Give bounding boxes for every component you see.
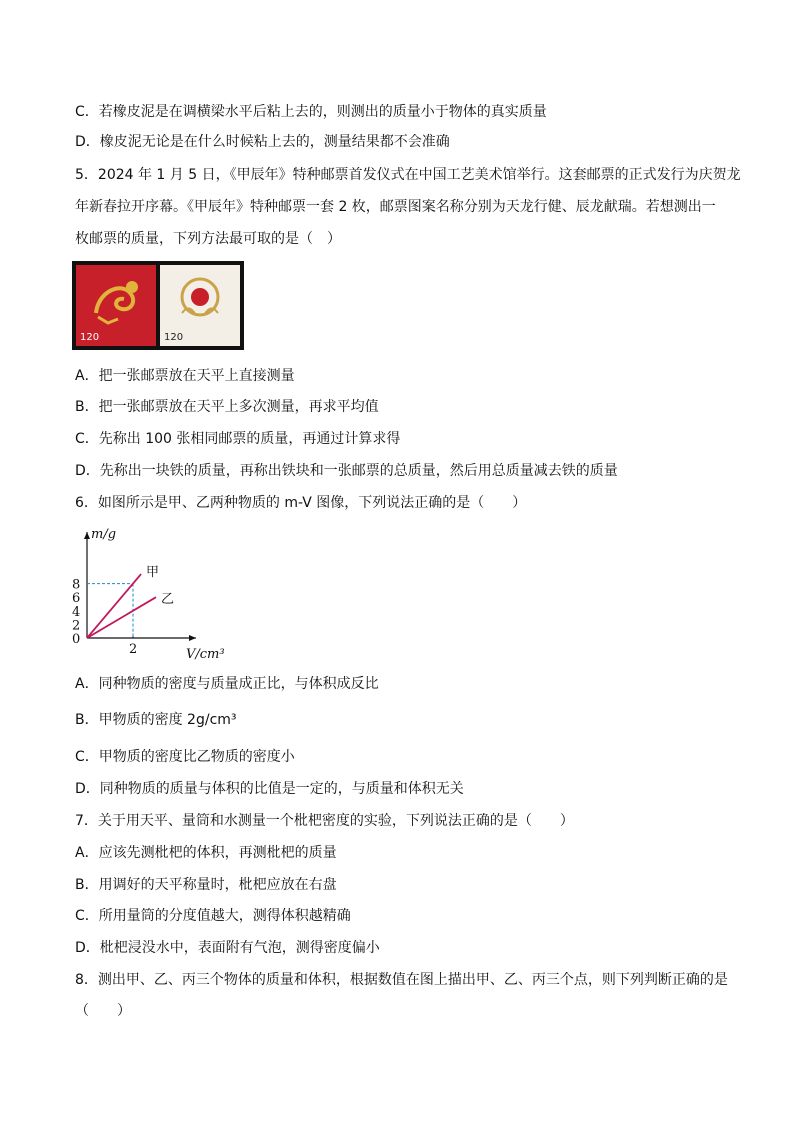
q5-option-b: B．把一张邮票放在天平上多次测量，再求平均值 <box>75 399 379 415</box>
q7-option-a: A．应该先测枇杷的体积，再测枇杷的质量 <box>75 845 337 861</box>
q5-option-a: A．把一张邮票放在天平上直接测量 <box>75 368 295 384</box>
y-tick-label: 2 <box>72 618 81 634</box>
series-line-yi <box>87 597 156 638</box>
stamp-left-value: 120 <box>80 332 100 343</box>
q4-option-d: D．橡皮泥无论是在什么时候粘上去的，测量结果都不会准确 <box>75 134 450 150</box>
q8-stem-line1: 8．测出甲、乙、丙三个物体的质量和体积，根据数值在图上描出甲、乙、丙三个点，则下列判断正确的是 <box>75 972 728 988</box>
series-label-yi: 乙 <box>161 592 175 608</box>
q6-stem: 6．如图所示是甲、乙两种物质的 m-V 图像，下列说法正确的是（ ） <box>75 495 527 511</box>
q5-stem-line1: 5．2024 年 1 月 5 日，《甲辰年》特种邮票首发仪式在中国工艺美术馆举行。这套邮票的正式发行为庆贺龙 <box>75 167 741 183</box>
stamp-right-value: 120 <box>164 332 184 343</box>
m-v-chart <box>68 522 248 662</box>
x-axis-label: V/cm³ <box>186 647 225 662</box>
y-tick-label: 8 <box>72 577 81 593</box>
q5-stem-line3: 枚邮票的质量，下列方法最可取的是（ ） <box>75 231 341 247</box>
x-tick-label: 2 <box>129 642 138 657</box>
y-axis-arrow <box>84 532 90 539</box>
series-label-jia: 甲 <box>146 565 160 581</box>
q5-option-c: C．先称出 100 张相同邮票的质量，再通过计算求得 <box>75 431 401 447</box>
q7-option-c: C．所用量筒的分度值越大，测得体积越精确 <box>75 908 351 924</box>
q7-stem: 7．关于用天平、量筒和水测量一个枇杷密度的实验，下列说法正确的是（ ） <box>75 813 574 829</box>
stamps-image <box>72 261 244 350</box>
q4-option-c: C．若橡皮泥是在调横梁水平后粘上去的，则测出的质量小于物体的真实质量 <box>75 104 547 120</box>
dragon-icon <box>88 273 148 329</box>
x-axis-arrow <box>189 635 196 641</box>
y-tick-label: 4 <box>72 604 81 620</box>
q6-option-a: A．同种物质的密度与质量成正比，与体积成反比 <box>75 676 379 692</box>
y-tick-label: 6 <box>72 591 81 607</box>
q6-option-d: D．同种物质的质量与体积的比值是一定的，与质量和体积无关 <box>75 781 464 797</box>
q5-stem-line2: 年新春拉开序幕。《甲辰年》特种邮票一套 2 枚，邮票图案名称分别为天龙行健、辰龙献瑞。若想测出一 <box>75 199 716 215</box>
q6-option-b: B．甲物质的密度 2g/cm³ <box>75 712 237 728</box>
y-axis-label: m/g <box>91 527 117 542</box>
q8-stem-line2: （ ） <box>75 1003 131 1019</box>
q5-option-d: D．先称出一块铁的质量，再称出铁块和一张邮票的总质量，然后用总质量减去铁的质量 <box>75 463 618 479</box>
q7-option-d: D．枇杷浸没水中，表面附有气泡，测得密度偏小 <box>75 940 380 956</box>
q6-option-c: C．甲物质的密度比乙物质的密度小 <box>75 749 295 765</box>
y-tick-label: 0 <box>72 632 81 647</box>
seal-icon <box>178 275 222 319</box>
stamp-dragon <box>76 265 156 346</box>
q7-option-b: B．用调好的天平称量时，枇杷应放在右盘 <box>75 877 337 893</box>
stamp-seal <box>160 265 240 346</box>
